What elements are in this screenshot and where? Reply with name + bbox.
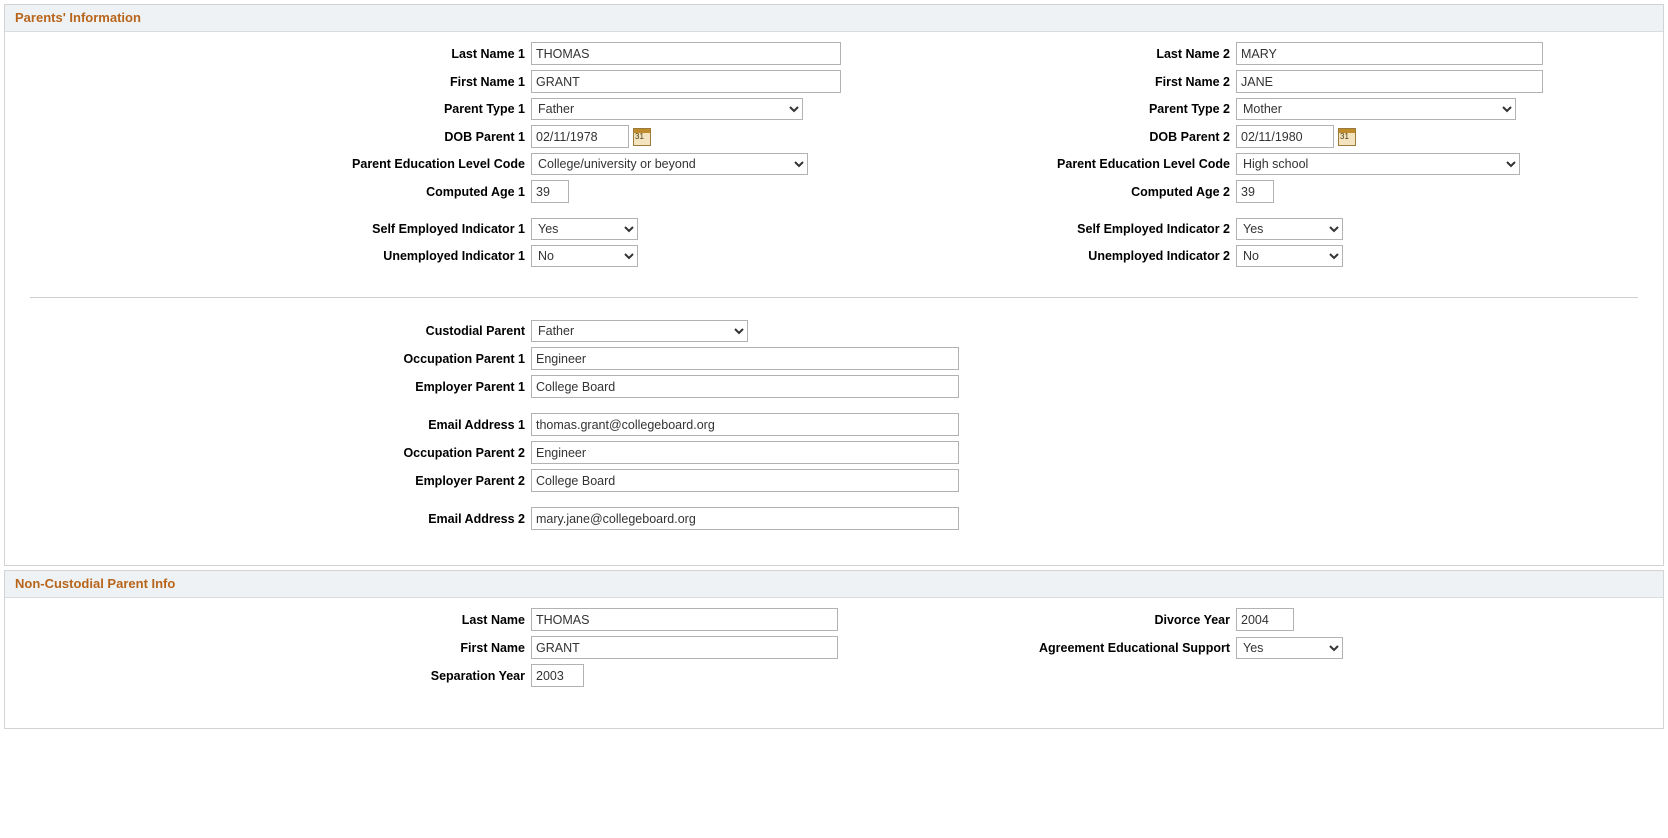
form-col-left xyxy=(5,636,985,659)
label-parent-education-level-code-1: Parent Education Level Code xyxy=(352,157,525,171)
form-col-left xyxy=(5,608,985,631)
form-col-left xyxy=(5,664,985,687)
form-row xyxy=(5,507,1663,530)
label-dob-parent-2: DOB Parent 2 xyxy=(1149,129,1230,144)
input-employer-parent-1[interactable] xyxy=(531,375,959,398)
label-computed-age-1: Computed Age 1 xyxy=(426,184,525,199)
label-separation-year: Separation Year xyxy=(430,668,525,683)
input-nc-last-name[interactable] xyxy=(531,608,838,631)
input-divorce-year[interactable] xyxy=(1236,608,1294,631)
form-row xyxy=(5,320,1663,342)
select-agreement-educational-support[interactable] xyxy=(1236,637,1343,659)
select-parent-type-2[interactable] xyxy=(1236,98,1516,120)
label-nc-last-name: Last Name xyxy=(461,612,525,627)
label-email-address-2: Email Address 2 xyxy=(428,511,525,526)
select-unemployed-indicator-2[interactable] xyxy=(1236,245,1343,267)
form-col-left xyxy=(5,125,985,148)
form-row xyxy=(5,70,1663,93)
select-self-employed-indicator-1[interactable] xyxy=(531,218,638,240)
label-divorce-year: Divorce Year xyxy=(1154,612,1230,627)
form-row xyxy=(5,375,1663,398)
label-unemployed-indicator-1: Unemployed Indicator 1 xyxy=(383,249,525,263)
input-email-address-1[interactable] xyxy=(531,413,959,436)
label-employer-parent-1: Employer Parent 1 xyxy=(415,379,525,394)
input-computed-age-1[interactable] xyxy=(531,180,569,203)
input-last-name-2[interactable] xyxy=(1236,42,1543,65)
form-col-right xyxy=(985,125,1356,148)
form-row xyxy=(5,347,1663,370)
label-last-name-2: Last Name 2 xyxy=(1156,46,1230,61)
input-first-name-1[interactable] xyxy=(531,70,841,93)
parents-information-body xyxy=(5,32,1663,565)
form-row xyxy=(5,413,1663,436)
select-parent-type-1[interactable] xyxy=(531,98,803,120)
form-row xyxy=(5,180,1663,203)
input-employer-parent-2[interactable] xyxy=(531,469,959,492)
form-row xyxy=(5,125,1663,148)
select-self-employed-indicator-2[interactable] xyxy=(1236,218,1343,240)
form-row xyxy=(5,608,1663,631)
label-first-name-1: First Name 1 xyxy=(449,74,525,89)
form-row xyxy=(5,98,1663,120)
input-dob-parent-1[interactable] xyxy=(531,125,629,148)
form-col-right xyxy=(985,218,1343,240)
form-col-right xyxy=(985,98,1516,120)
form-row xyxy=(5,218,1663,240)
non-custodial-parent-info-header: Non-Custodial Parent Info xyxy=(5,571,1663,598)
label-nc-first-name: First Name xyxy=(460,640,525,655)
label-self-employed-indicator-2: Self Employed Indicator 2 xyxy=(1077,222,1230,236)
label-parent-education-level-code-2: Parent Education Level Code xyxy=(1057,157,1230,171)
form-col-right xyxy=(985,180,1274,203)
label-self-employed-indicator-1: Self Employed Indicator 1 xyxy=(372,222,525,236)
input-separation-year[interactable] xyxy=(531,664,584,687)
label-custodial-parent: Custodial Parent xyxy=(425,324,525,338)
form-col-right xyxy=(985,608,1294,631)
label-first-name-2: First Name 2 xyxy=(1154,74,1230,89)
form-col-left xyxy=(5,218,985,240)
form-col-right xyxy=(985,153,1520,175)
form-row xyxy=(5,636,1663,659)
non-custodial-parent-info-body xyxy=(5,598,1663,728)
label-computed-age-2: Computed Age 2 xyxy=(1131,184,1230,199)
form-col-left xyxy=(5,98,985,120)
form-col-right xyxy=(985,245,1343,267)
label-occupation-parent-1: Occupation Parent 1 xyxy=(403,351,525,366)
form-col-left xyxy=(5,153,985,175)
input-occupation-parent-2[interactable] xyxy=(531,441,959,464)
form-col-right xyxy=(985,70,1543,93)
label-parent-type-2: Parent Type 2 xyxy=(1148,102,1230,116)
select-parent-education-level-code-1[interactable] xyxy=(531,153,808,175)
custodial-details-block xyxy=(5,320,1663,530)
section-divider xyxy=(30,297,1638,298)
form-row xyxy=(5,245,1663,267)
form-col-left xyxy=(5,180,985,203)
label-agreement-educational-support: Agreement Educational Support xyxy=(1039,640,1230,655)
input-computed-age-2[interactable] xyxy=(1236,180,1274,203)
parents-information-panel xyxy=(4,4,1664,566)
input-dob-parent-2[interactable] xyxy=(1236,125,1334,148)
form-col-left xyxy=(5,70,985,93)
calendar-icon[interactable] xyxy=(633,128,651,146)
input-last-name-1[interactable] xyxy=(531,42,841,65)
select-unemployed-indicator-1[interactable] xyxy=(531,245,638,267)
input-email-address-2[interactable] xyxy=(531,507,959,530)
label-employer-parent-2: Employer Parent 2 xyxy=(415,473,525,488)
label-occupation-parent-2: Occupation Parent 2 xyxy=(403,445,525,460)
form-row xyxy=(5,469,1663,492)
input-nc-first-name[interactable] xyxy=(531,636,838,659)
calendar-icon[interactable] xyxy=(1338,128,1356,146)
input-first-name-2[interactable] xyxy=(1236,70,1543,93)
select-custodial-parent[interactable] xyxy=(531,320,748,342)
input-occupation-parent-1[interactable] xyxy=(531,347,959,370)
label-parent-type-1: Parent Type 1 xyxy=(443,102,525,116)
form-col-right xyxy=(985,637,1343,659)
form-col-left xyxy=(5,42,985,65)
form-row xyxy=(5,42,1663,65)
non-custodial-parent-info-panel xyxy=(4,570,1664,729)
parents-information-header: Parents' Information xyxy=(5,5,1663,32)
form-col-right xyxy=(985,42,1543,65)
form-row xyxy=(5,664,1663,687)
label-last-name-1: Last Name 1 xyxy=(451,46,525,61)
form-col-left xyxy=(5,245,985,267)
label-dob-parent-1: DOB Parent 1 xyxy=(444,129,525,144)
label-email-address-1: Email Address 1 xyxy=(428,417,525,432)
label-unemployed-indicator-2: Unemployed Indicator 2 xyxy=(1088,249,1230,263)
select-parent-education-level-code-2[interactable] xyxy=(1236,153,1520,175)
form-row xyxy=(5,441,1663,464)
form-row xyxy=(5,153,1663,175)
